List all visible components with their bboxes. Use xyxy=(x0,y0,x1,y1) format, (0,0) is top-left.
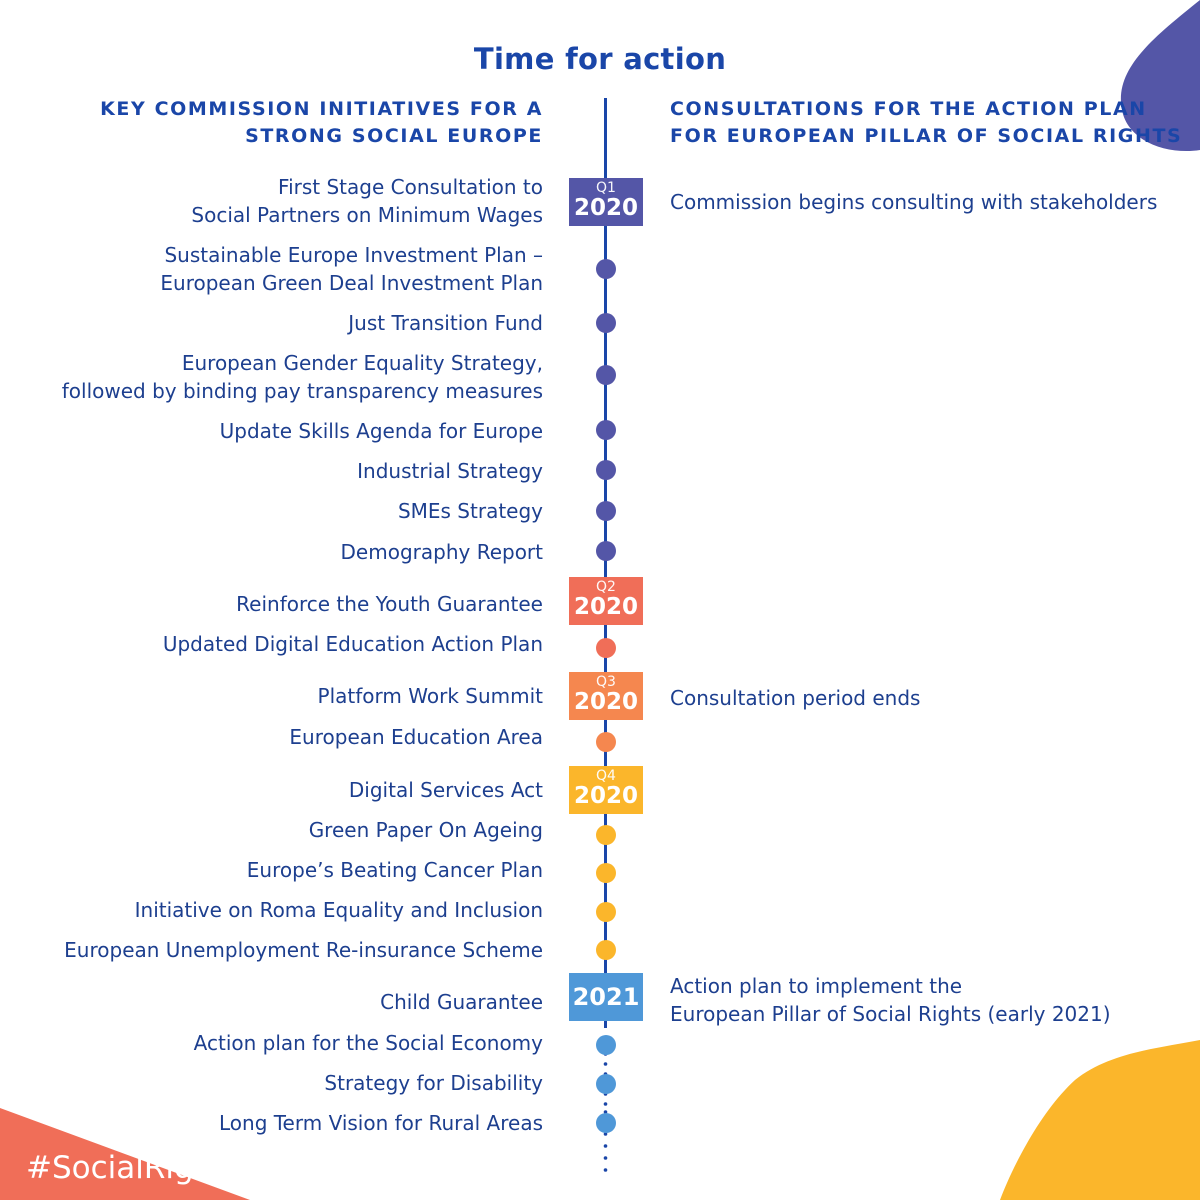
continuation-dot xyxy=(604,1062,608,1066)
consultation-item xyxy=(670,684,920,712)
quarter-box-q1-2020 xyxy=(569,178,643,226)
year-box-2021 xyxy=(569,973,643,1021)
initiative-line: Strategy for Disability xyxy=(324,1071,543,1095)
milestone-dot xyxy=(596,313,616,333)
quarter-label: Q3 xyxy=(596,674,616,690)
milestone-dot xyxy=(596,1113,616,1133)
initiative-line: Initiative on Roma Equality and Inclusion xyxy=(134,898,543,922)
initiative-line: Platform Work Summit xyxy=(317,684,543,708)
initiative-item xyxy=(0,349,543,405)
initiative-line: Demography Report xyxy=(340,540,543,564)
left-heading-line: STRONG SOCIAL EUROPE xyxy=(245,125,543,147)
continuation-dot xyxy=(604,1156,608,1160)
milestone-dot xyxy=(596,420,616,440)
initiative-line: Green Paper On Ageing xyxy=(308,818,543,842)
quarter-year: 2020 xyxy=(573,195,638,221)
initiative-line: Long Term Vision for Rural Areas xyxy=(218,1111,543,1135)
initiative-line: Social Partners on Minimum Wages xyxy=(191,203,543,227)
milestone-dot xyxy=(596,259,616,279)
consultation-line: Commission begins consulting with stakeholders xyxy=(670,190,1158,214)
initiative-line: followed by binding pay transparency measures xyxy=(61,379,543,403)
milestone-dot xyxy=(596,541,616,561)
initiative-item xyxy=(0,776,543,804)
initiative-item xyxy=(0,590,543,618)
consultation-item xyxy=(670,188,1157,216)
initiative-line: Digital Services Act xyxy=(348,778,543,802)
initiative-line: European Gender Equality Strategy, xyxy=(181,351,543,375)
quarter-label: Q4 xyxy=(596,768,616,784)
quarter-label: Q1 xyxy=(596,180,616,196)
milestone-dot xyxy=(596,365,616,385)
initiative-item xyxy=(0,682,543,710)
milestone-dot xyxy=(596,902,616,922)
quarter-year: 2020 xyxy=(573,783,638,809)
initiative-item xyxy=(0,538,543,566)
quarter-box-q2-2020 xyxy=(569,577,643,625)
initiative-line: Industrial Strategy xyxy=(357,459,543,483)
initiative-line: Child Guarantee xyxy=(380,990,543,1014)
initiative-line: European Unemployment Re-insurance Scheme xyxy=(64,938,543,962)
initiative-line: European Education Area xyxy=(289,725,543,749)
initiative-item xyxy=(0,497,543,525)
initiative-item xyxy=(0,241,543,297)
left-heading-line: KEY COMMISSION INITIATIVES FOR A xyxy=(100,98,543,120)
continuation-dot xyxy=(604,1102,608,1106)
initiative-line: Sustainable Europe Investment Plan – xyxy=(164,243,543,267)
initiative-line: Action plan for the Social Economy xyxy=(193,1031,543,1055)
milestone-dot xyxy=(596,501,616,521)
consultation-item xyxy=(670,972,1111,1028)
initiative-line: Updated Digital Education Action Plan xyxy=(162,632,543,656)
milestone-dot xyxy=(596,460,616,480)
initiative-item xyxy=(0,896,543,924)
initiative-item xyxy=(0,630,543,658)
milestone-dot xyxy=(596,732,616,752)
initiative-item xyxy=(0,816,543,844)
initiative-item xyxy=(0,1109,543,1137)
milestone-dot xyxy=(596,940,616,960)
initiative-item xyxy=(0,1029,543,1057)
initiative-line: Update Skills Agenda for Europe xyxy=(219,419,543,443)
page-title: Time for action xyxy=(473,42,727,76)
initiative-item xyxy=(0,856,543,884)
milestone-dot xyxy=(596,1035,616,1055)
hashtag-label: #SocialRights xyxy=(26,1150,242,1186)
initiative-line: SMEs Strategy xyxy=(397,499,543,523)
milestone-dot xyxy=(596,1074,616,1094)
initiative-line: Europe’s Beating Cancer Plan xyxy=(246,858,543,882)
initiative-item xyxy=(0,457,543,485)
consultation-line: Action plan to implement the xyxy=(670,974,963,998)
right-heading-line: FOR EUROPEAN PILLAR OF SOCIAL RIGHTS xyxy=(670,125,1183,147)
quarter-year: 2020 xyxy=(573,689,638,715)
initiative-item xyxy=(0,309,543,337)
milestone-dot xyxy=(596,825,616,845)
initiative-line: First Stage Consultation to xyxy=(278,175,543,199)
initiative-item xyxy=(0,173,543,229)
initiative-line: Just Transition Fund xyxy=(348,311,543,335)
initiative-item xyxy=(0,936,543,964)
consultation-line: European Pillar of Social Rights (early 2021) xyxy=(670,1002,1111,1026)
quarter-box-q3-2020 xyxy=(569,672,643,720)
initiative-item xyxy=(0,723,543,751)
initiative-item xyxy=(0,988,543,1016)
consultation-line: Consultation period ends xyxy=(670,686,921,710)
right-heading-line: CONSULTATIONS FOR THE ACTION PLAN xyxy=(670,98,1147,120)
milestone-dot xyxy=(596,638,616,658)
milestone-dot xyxy=(596,863,616,883)
initiative-line: European Green Deal Investment Plan xyxy=(160,271,543,295)
quarter-year: 2021 xyxy=(572,983,640,1011)
initiative-line: Reinforce the Youth Guarantee xyxy=(236,592,543,616)
quarter-box-q4-2020 xyxy=(569,766,643,814)
continuation-dot xyxy=(604,1144,608,1148)
initiative-item xyxy=(0,417,543,445)
quarter-year: 2020 xyxy=(573,594,638,620)
quarter-label: Q2 xyxy=(596,579,616,595)
continuation-dot xyxy=(604,1168,608,1172)
initiative-item xyxy=(0,1069,543,1097)
